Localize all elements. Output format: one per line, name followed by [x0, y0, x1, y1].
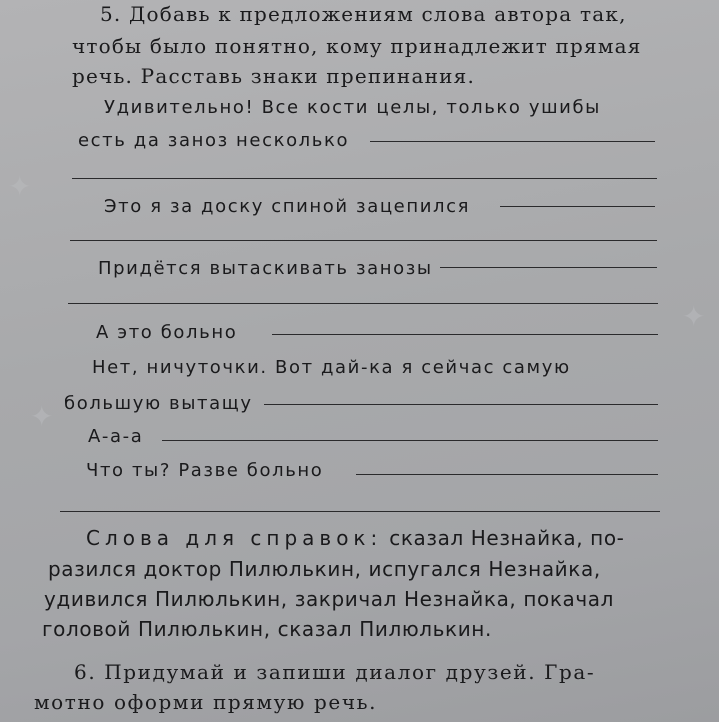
answer-line[interactable]	[500, 206, 655, 207]
task5-line3: речь. Расставь знаки препинания.	[72, 64, 476, 88]
answer-line[interactable]	[70, 240, 657, 241]
task5-line1: 5. Добавь к предложениям слова автора так,	[100, 2, 627, 26]
sentence-1a: Удивительно! Все кости целы, только ушибы	[104, 97, 601, 118]
reference-line4: головой Пилюлькин, сказал Пилюлькин.	[42, 617, 492, 641]
task6-line1: 6. Придумай и запиши диалог друзей. Гра-	[74, 660, 596, 684]
task5-line2: чтобы было понятно, кому принадлежит прямая	[72, 34, 642, 58]
answer-line[interactable]	[72, 178, 657, 179]
sentence-4: А это больно	[96, 322, 238, 343]
star-decoration-icon: ✦	[682, 300, 706, 333]
sentence-5a: Нет, ничуточки. Вот дай-ка я сейчас самую	[92, 357, 571, 378]
reference-heading: Слова для справок:	[86, 526, 383, 550]
star-decoration-icon: ✦	[8, 170, 32, 203]
sentence-7: Что ты? Разве больно	[86, 460, 324, 481]
star-decoration-icon: ✦	[30, 400, 54, 433]
reference-text: сказал Незнайка, по-	[389, 526, 625, 550]
answer-line[interactable]	[68, 303, 658, 304]
sentence-2: Это я за доску спиной зацепился	[104, 196, 471, 217]
answer-line[interactable]	[356, 474, 658, 475]
task6-line2: мотно оформи прямую речь.	[34, 690, 378, 714]
reference-line3: удивился Пилюлькин, закричал Незнайка, покачал	[44, 587, 615, 611]
sentence-5b: большую вытащу	[64, 393, 253, 414]
answer-line[interactable]	[370, 141, 655, 142]
answer-line[interactable]	[60, 511, 660, 512]
sentence-6: А-а-а	[88, 426, 144, 447]
reference-line1	[86, 526, 624, 550]
sentence-3: Придётся вытаскивать занозы	[98, 258, 433, 279]
answer-line[interactable]	[440, 267, 657, 268]
reference-line2: разился доктор Пилюлькин, испугался Незнайка,	[48, 557, 601, 581]
sentence-1b: есть да заноз несколько	[78, 130, 350, 151]
answer-line[interactable]	[272, 334, 658, 335]
answer-line[interactable]	[264, 404, 658, 405]
answer-line[interactable]	[162, 440, 658, 441]
